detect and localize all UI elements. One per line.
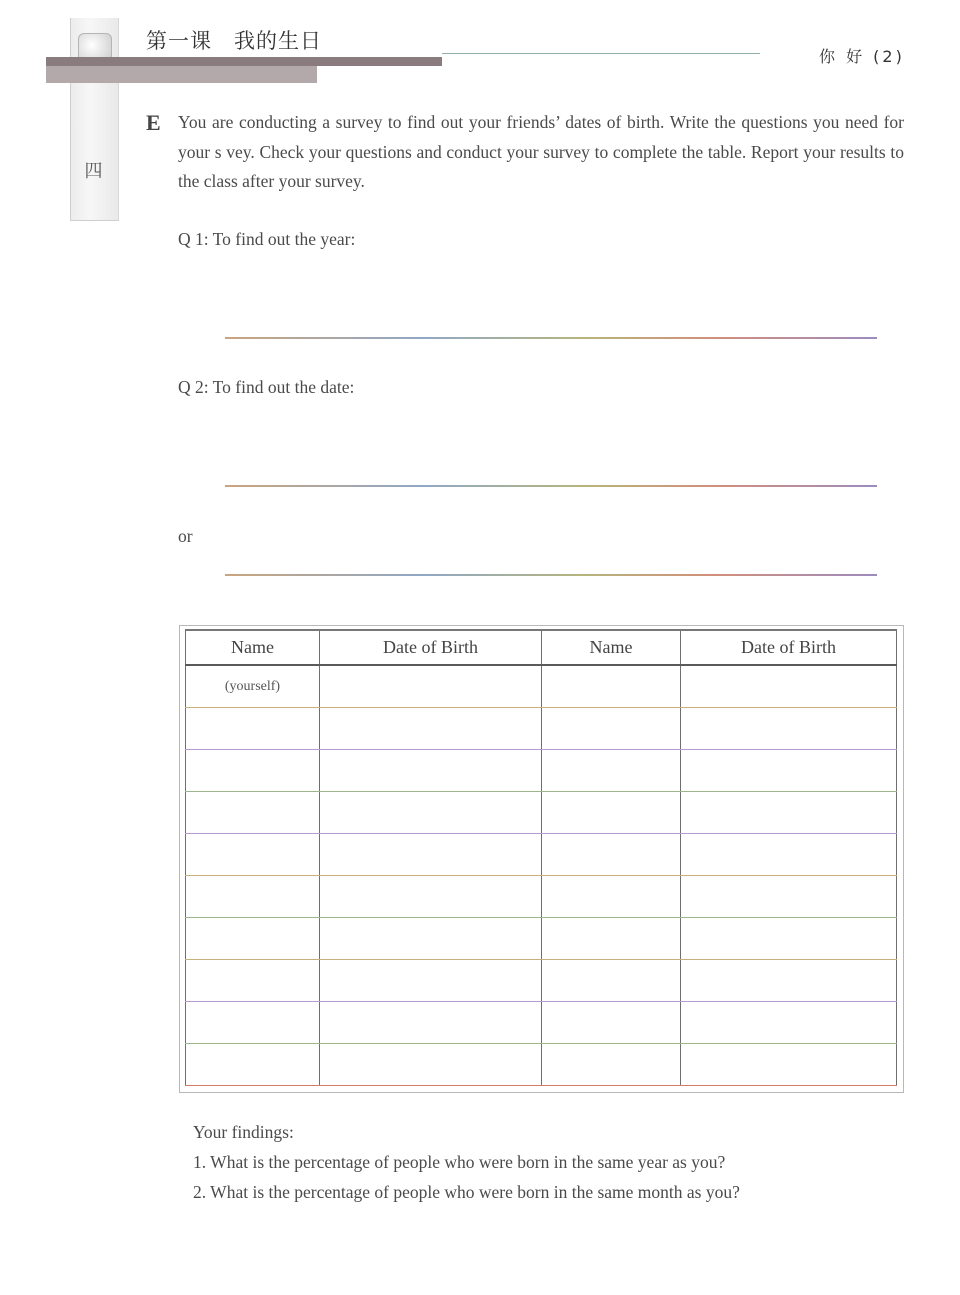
exercise-instructions: You are conducting a survey to find out your friends’ dates of birth. Write the questions you need for your s vey. Check your questions and conduct your survey to complete the table. Report your results to the class after your survey. <box>178 112 904 192</box>
side-tab-label: 四 <box>84 161 103 182</box>
name-cell[interactable] <box>542 918 681 960</box>
name-cell[interactable] <box>542 792 681 834</box>
table-row <box>186 960 897 1002</box>
date-of-birth-cell[interactable] <box>320 876 542 918</box>
table-row <box>186 1002 897 1044</box>
date-of-birth-cell[interactable] <box>681 665 897 708</box>
date-of-birth-cell[interactable] <box>320 750 542 792</box>
table-row <box>186 792 897 834</box>
date-of-birth-cell[interactable] <box>681 1044 897 1086</box>
date-of-birth-cell[interactable] <box>320 792 542 834</box>
name-cell[interactable] <box>186 792 320 834</box>
table-row <box>186 665 897 708</box>
question-2-alt-answer-line[interactable] <box>225 574 877 576</box>
column-header-name: Name <box>186 630 320 665</box>
table-row <box>186 1044 897 1086</box>
name-cell[interactable] <box>186 918 320 960</box>
header-rule <box>442 53 760 54</box>
findings-section <box>193 1117 893 1207</box>
table-row <box>186 918 897 960</box>
date-of-birth-cell[interactable] <box>320 960 542 1002</box>
date-of-birth-cell[interactable] <box>681 834 897 876</box>
name-cell[interactable] <box>542 834 681 876</box>
exercise-letter: E <box>146 110 161 135</box>
name-cell[interactable] <box>186 708 320 750</box>
date-of-birth-cell[interactable] <box>681 960 897 1002</box>
table-row <box>186 708 897 750</box>
date-of-birth-cell[interactable] <box>320 665 542 708</box>
name-cell[interactable] <box>186 876 320 918</box>
header-band <box>46 57 442 66</box>
date-of-birth-cell[interactable] <box>320 1002 542 1044</box>
date-of-birth-cell[interactable] <box>681 750 897 792</box>
name-cell[interactable] <box>186 750 320 792</box>
survey-table <box>185 629 897 1086</box>
header-band-shade <box>46 66 317 83</box>
name-cell[interactable] <box>542 876 681 918</box>
table-row <box>186 834 897 876</box>
column-header-date-of-birth: Date of Birth <box>681 630 897 665</box>
name-cell[interactable]: (yourself) <box>186 665 320 708</box>
column-header-name: Name <box>542 630 681 665</box>
lesson-title: 第一课 我的生日 <box>146 29 322 53</box>
name-cell[interactable] <box>542 960 681 1002</box>
name-cell[interactable] <box>542 1044 681 1086</box>
findings-title: Your findings: <box>193 1122 294 1142</box>
column-header-date-of-birth: Date of Birth <box>320 630 542 665</box>
date-of-birth-cell[interactable] <box>320 708 542 750</box>
name-cell[interactable] <box>186 1002 320 1044</box>
book-title: 你 好 (2) <box>819 47 905 66</box>
question-1-answer-line[interactable] <box>225 337 877 339</box>
date-of-birth-cell[interactable] <box>320 1044 542 1086</box>
date-of-birth-cell[interactable] <box>681 792 897 834</box>
question-1-label: Q 1: To find out the year: <box>178 229 356 249</box>
name-cell[interactable] <box>542 750 681 792</box>
finding-item: 2. What is the percentage of people who were born in the same month as you? <box>193 1182 740 1202</box>
date-of-birth-cell[interactable] <box>320 918 542 960</box>
question-2-answer-line[interactable] <box>225 485 877 487</box>
table-row <box>186 750 897 792</box>
name-cell[interactable] <box>186 1044 320 1086</box>
name-cell[interactable] <box>542 708 681 750</box>
date-of-birth-cell[interactable] <box>681 708 897 750</box>
name-cell[interactable] <box>542 665 681 708</box>
alternative-label: or <box>178 526 193 546</box>
date-of-birth-cell[interactable] <box>681 1002 897 1044</box>
question-2-label: Q 2: To find out the date: <box>178 377 355 397</box>
finding-item: 1. What is the percentage of people who were born in the same year as you? <box>193 1152 726 1172</box>
table-header-row <box>186 630 897 665</box>
date-of-birth-cell[interactable] <box>320 834 542 876</box>
name-cell[interactable] <box>542 1002 681 1044</box>
name-cell[interactable] <box>186 960 320 1002</box>
date-of-birth-cell[interactable] <box>681 918 897 960</box>
table-row <box>186 876 897 918</box>
date-of-birth-cell[interactable] <box>681 876 897 918</box>
name-cell[interactable] <box>186 834 320 876</box>
